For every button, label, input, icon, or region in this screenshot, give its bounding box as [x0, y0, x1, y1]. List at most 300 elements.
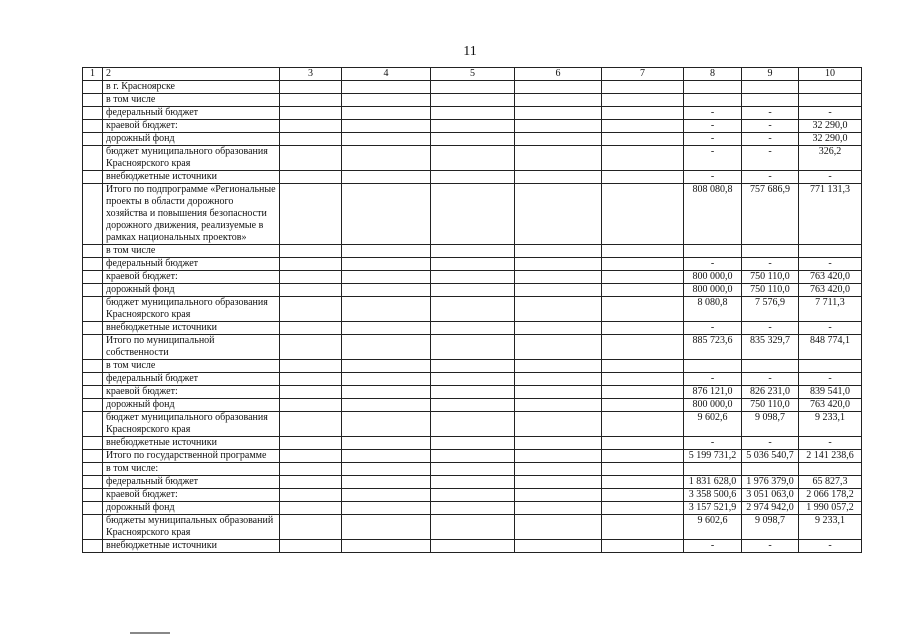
- row-name-cell: федеральный бюджет: [103, 373, 280, 386]
- empty-cell: [515, 476, 602, 489]
- value-cell-col9: 9 098,7: [742, 412, 799, 437]
- value-cell-col10: -: [799, 437, 862, 450]
- value-cell-col10: -: [799, 540, 862, 553]
- empty-cell: [83, 335, 103, 360]
- row-name-cell: федеральный бюджет: [103, 258, 280, 271]
- footer-mark: [130, 632, 170, 634]
- value-cell-col10: -: [799, 373, 862, 386]
- empty-cell: [280, 540, 342, 553]
- empty-cell: [431, 476, 515, 489]
- value-cell-col9: -: [742, 322, 799, 335]
- value-cell-col10: -: [799, 322, 862, 335]
- empty-cell: [342, 360, 431, 373]
- table-row: [83, 171, 862, 184]
- empty-cell: [280, 373, 342, 386]
- row-name-cell: в том числе: [103, 94, 280, 107]
- empty-cell: [342, 146, 431, 171]
- empty-cell: [280, 284, 342, 297]
- empty-cell: [83, 171, 103, 184]
- empty-cell: [280, 171, 342, 184]
- value-cell-col9: -: [742, 120, 799, 133]
- empty-cell: [342, 171, 431, 184]
- empty-cell: [431, 450, 515, 463]
- value-cell-col10: 9 233,1: [799, 515, 862, 540]
- empty-cell: [515, 171, 602, 184]
- empty-cell: [431, 386, 515, 399]
- value-cell-col8: 800 000,0: [684, 399, 742, 412]
- empty-cell: [342, 412, 431, 437]
- empty-cell: [83, 107, 103, 120]
- empty-cell: [431, 297, 515, 322]
- empty-cell: [515, 271, 602, 284]
- value-cell-col10: 763 420,0: [799, 284, 862, 297]
- empty-cell: [280, 476, 342, 489]
- empty-cell: [602, 271, 684, 284]
- empty-cell: [280, 271, 342, 284]
- value-cell-col8: -: [684, 171, 742, 184]
- value-cell-col8: 808 080,8: [684, 184, 742, 245]
- row-name-cell: внебюджетные источники: [103, 171, 280, 184]
- empty-cell: [280, 412, 342, 437]
- empty-cell: [280, 184, 342, 245]
- value-cell-col9: -: [742, 258, 799, 271]
- empty-cell: [602, 184, 684, 245]
- row-name-cell: дорожный фонд: [103, 284, 280, 297]
- empty-cell: [515, 146, 602, 171]
- column-header: 9: [742, 68, 799, 81]
- empty-cell: [342, 386, 431, 399]
- empty-cell: [602, 146, 684, 171]
- empty-cell: [431, 146, 515, 171]
- empty-cell: [515, 335, 602, 360]
- empty-cell: [515, 450, 602, 463]
- empty-cell: [602, 284, 684, 297]
- table-row: [83, 450, 862, 463]
- table-row: [83, 540, 862, 553]
- empty-cell: [342, 81, 431, 94]
- value-cell-col9: 750 110,0: [742, 399, 799, 412]
- value-cell-col9: -: [742, 133, 799, 146]
- row-name-cell: в том числе:: [103, 463, 280, 476]
- empty-cell: [280, 245, 342, 258]
- empty-cell: [515, 107, 602, 120]
- empty-cell: [83, 322, 103, 335]
- value-cell-col8: -: [684, 133, 742, 146]
- empty-cell: [342, 133, 431, 146]
- empty-cell: [280, 94, 342, 107]
- table-row: [83, 437, 862, 450]
- value-cell-col8: -: [684, 258, 742, 271]
- empty-cell: [515, 360, 602, 373]
- empty-cell: [515, 399, 602, 412]
- column-header: 1: [83, 68, 103, 81]
- empty-cell: [280, 515, 342, 540]
- empty-cell: [515, 373, 602, 386]
- value-cell-col8: 800 000,0: [684, 271, 742, 284]
- table-row: [83, 146, 862, 171]
- row-name-cell: краевой бюджет:: [103, 386, 280, 399]
- table-row: [83, 107, 862, 120]
- value-cell-col8: 3 157 521,9: [684, 502, 742, 515]
- value-cell-col10: 32 290,0: [799, 120, 862, 133]
- row-name-cell: дорожный фонд: [103, 399, 280, 412]
- empty-cell: [83, 184, 103, 245]
- empty-cell: [342, 284, 431, 297]
- value-cell-col9: 826 231,0: [742, 386, 799, 399]
- value-cell-col10: 763 420,0: [799, 271, 862, 284]
- empty-cell: [83, 284, 103, 297]
- empty-cell: [342, 489, 431, 502]
- value-cell-col9: -: [742, 171, 799, 184]
- empty-cell: [342, 463, 431, 476]
- empty-cell: [431, 489, 515, 502]
- empty-cell: [602, 245, 684, 258]
- row-name-cell: бюджет муниципального образования Красноярского края: [103, 146, 280, 171]
- value-cell-col8: 800 000,0: [684, 284, 742, 297]
- value-cell-col10: -: [799, 258, 862, 271]
- empty-cell: [280, 437, 342, 450]
- empty-cell: [83, 437, 103, 450]
- table-row: [83, 120, 862, 133]
- value-cell-col8: -: [684, 120, 742, 133]
- empty-cell: [431, 133, 515, 146]
- empty-cell: [602, 297, 684, 322]
- empty-cell: [602, 335, 684, 360]
- empty-cell: [280, 146, 342, 171]
- empty-cell: [342, 258, 431, 271]
- empty-cell: [342, 322, 431, 335]
- empty-cell: [431, 335, 515, 360]
- empty-cell: [83, 94, 103, 107]
- empty-cell: [280, 386, 342, 399]
- value-cell-col9: -: [742, 373, 799, 386]
- empty-cell: [431, 399, 515, 412]
- value-cell-col9: 750 110,0: [742, 284, 799, 297]
- column-number-row: [83, 68, 862, 81]
- value-cell-col10: [799, 463, 862, 476]
- empty-cell: [431, 540, 515, 553]
- empty-cell: [83, 297, 103, 322]
- empty-cell: [342, 437, 431, 450]
- empty-cell: [342, 94, 431, 107]
- row-name-cell: федеральный бюджет: [103, 476, 280, 489]
- row-name-cell: краевой бюджет:: [103, 271, 280, 284]
- row-name-cell: дорожный фонд: [103, 133, 280, 146]
- empty-cell: [431, 107, 515, 120]
- empty-cell: [602, 81, 684, 94]
- row-name-cell: в г. Красноярске: [103, 81, 280, 94]
- row-name-cell: внебюджетные источники: [103, 540, 280, 553]
- value-cell-col8: 8 080,8: [684, 297, 742, 322]
- empty-cell: [431, 120, 515, 133]
- empty-cell: [342, 399, 431, 412]
- empty-cell: [83, 386, 103, 399]
- empty-cell: [342, 271, 431, 284]
- empty-cell: [83, 463, 103, 476]
- value-cell-col10: [799, 245, 862, 258]
- value-cell-col10: 326,2: [799, 146, 862, 171]
- empty-cell: [602, 133, 684, 146]
- empty-cell: [280, 120, 342, 133]
- empty-cell: [83, 133, 103, 146]
- table-row: [83, 373, 862, 386]
- value-cell-col8: -: [684, 540, 742, 553]
- value-cell-col8: 1 831 628,0: [684, 476, 742, 489]
- empty-cell: [83, 515, 103, 540]
- column-header: 10: [799, 68, 862, 81]
- empty-cell: [342, 335, 431, 360]
- table-row: [83, 284, 862, 297]
- empty-cell: [602, 515, 684, 540]
- empty-cell: [602, 373, 684, 386]
- value-cell-col10: 2 066 178,2: [799, 489, 862, 502]
- empty-cell: [431, 322, 515, 335]
- page-number: 11: [463, 44, 477, 59]
- value-cell-col9: 3 051 063,0: [742, 489, 799, 502]
- empty-cell: [342, 297, 431, 322]
- empty-cell: [602, 322, 684, 335]
- value-cell-col10: 32 290,0: [799, 133, 862, 146]
- empty-cell: [83, 81, 103, 94]
- value-cell-col8: 876 121,0: [684, 386, 742, 399]
- table-row: [83, 258, 862, 271]
- value-cell-col8: 9 602,6: [684, 515, 742, 540]
- empty-cell: [515, 540, 602, 553]
- row-name-cell: внебюджетные источники: [103, 437, 280, 450]
- empty-cell: [515, 94, 602, 107]
- empty-cell: [83, 399, 103, 412]
- empty-cell: [342, 120, 431, 133]
- empty-cell: [280, 297, 342, 322]
- table-row: [83, 81, 862, 94]
- empty-cell: [83, 120, 103, 133]
- value-cell-col10: 1 990 057,2: [799, 502, 862, 515]
- empty-cell: [431, 284, 515, 297]
- empty-cell: [83, 502, 103, 515]
- empty-cell: [602, 437, 684, 450]
- value-cell-col10: 7 711,3: [799, 297, 862, 322]
- row-name-cell: в том числе: [103, 360, 280, 373]
- empty-cell: [280, 107, 342, 120]
- table-row: [83, 322, 862, 335]
- value-cell-col9: [742, 463, 799, 476]
- row-name-cell: федеральный бюджет: [103, 107, 280, 120]
- empty-cell: [280, 489, 342, 502]
- value-cell-col9: -: [742, 107, 799, 120]
- empty-cell: [431, 258, 515, 271]
- empty-cell: [515, 489, 602, 502]
- empty-cell: [431, 245, 515, 258]
- value-cell-col10: [799, 360, 862, 373]
- empty-cell: [515, 502, 602, 515]
- empty-cell: [280, 335, 342, 360]
- value-cell-col9: 9 098,7: [742, 515, 799, 540]
- value-cell-col10: 848 774,1: [799, 335, 862, 360]
- value-cell-col10: -: [799, 171, 862, 184]
- row-name-cell: бюджеты муниципальных образований Красноярского края: [103, 515, 280, 540]
- empty-cell: [83, 476, 103, 489]
- table-row: [83, 360, 862, 373]
- empty-cell: [83, 540, 103, 553]
- value-cell-col9: -: [742, 146, 799, 171]
- empty-cell: [602, 258, 684, 271]
- empty-cell: [342, 502, 431, 515]
- empty-cell: [280, 450, 342, 463]
- table-row: [83, 386, 862, 399]
- value-cell-col8: 885 723,6: [684, 335, 742, 360]
- row-name-cell: краевой бюджет:: [103, 489, 280, 502]
- table-row: [83, 245, 862, 258]
- value-cell-col10: 65 827,3: [799, 476, 862, 489]
- empty-cell: [602, 463, 684, 476]
- empty-cell: [280, 258, 342, 271]
- row-name-cell: Итого по муниципальной собственности: [103, 335, 280, 360]
- empty-cell: [602, 540, 684, 553]
- row-name-cell: Итого по подпрограмме «Региональные проекты в области дорожного хозяйства и повышения безопасности дорожного движения, реализуемые в рамках национальных проектов»: [103, 184, 280, 245]
- value-cell-col9: 750 110,0: [742, 271, 799, 284]
- value-cell-col8: [684, 360, 742, 373]
- table-row: [83, 184, 862, 245]
- column-header: 3: [280, 68, 342, 81]
- value-cell-col8: [684, 245, 742, 258]
- empty-cell: [83, 412, 103, 437]
- empty-cell: [515, 133, 602, 146]
- value-cell-col10: -: [799, 107, 862, 120]
- empty-cell: [431, 271, 515, 284]
- table-row: [83, 412, 862, 437]
- empty-cell: [602, 412, 684, 437]
- empty-cell: [431, 171, 515, 184]
- value-cell-col9: [742, 360, 799, 373]
- value-cell-col8: 9 602,6: [684, 412, 742, 437]
- value-cell-col8: -: [684, 437, 742, 450]
- table-body: [83, 81, 862, 553]
- empty-cell: [602, 94, 684, 107]
- empty-cell: [515, 322, 602, 335]
- empty-cell: [83, 258, 103, 271]
- column-header: 8: [684, 68, 742, 81]
- table-row: [83, 335, 862, 360]
- empty-cell: [602, 502, 684, 515]
- table-row: [83, 463, 862, 476]
- empty-cell: [431, 463, 515, 476]
- value-cell-col9: [742, 245, 799, 258]
- row-name-cell: бюджет муниципального образования Красноярского края: [103, 297, 280, 322]
- table-row: [83, 399, 862, 412]
- value-cell-col9: [742, 81, 799, 94]
- value-cell-col10: 839 541,0: [799, 386, 862, 399]
- empty-cell: [431, 184, 515, 245]
- empty-cell: [602, 489, 684, 502]
- empty-cell: [280, 399, 342, 412]
- table-row: [83, 297, 862, 322]
- empty-cell: [280, 360, 342, 373]
- row-name-cell: Итого по государственной программе: [103, 450, 280, 463]
- table-row: [83, 515, 862, 540]
- empty-cell: [515, 258, 602, 271]
- value-cell-col8: -: [684, 322, 742, 335]
- value-cell-col10: 771 131,3: [799, 184, 862, 245]
- empty-cell: [431, 373, 515, 386]
- table-row: [83, 133, 862, 146]
- row-name-cell: в том числе: [103, 245, 280, 258]
- empty-cell: [342, 450, 431, 463]
- empty-cell: [515, 284, 602, 297]
- empty-cell: [342, 107, 431, 120]
- empty-cell: [515, 297, 602, 322]
- table-row: [83, 94, 862, 107]
- table-row: [83, 502, 862, 515]
- empty-cell: [280, 463, 342, 476]
- empty-cell: [602, 386, 684, 399]
- table-row: [83, 489, 862, 502]
- empty-cell: [602, 360, 684, 373]
- empty-cell: [342, 184, 431, 245]
- value-cell-col8: 3 358 500,6: [684, 489, 742, 502]
- value-cell-col9: 2 974 942,0: [742, 502, 799, 515]
- table-row: [83, 476, 862, 489]
- empty-cell: [602, 120, 684, 133]
- empty-cell: [280, 322, 342, 335]
- empty-cell: [431, 515, 515, 540]
- value-cell-col10: 763 420,0: [799, 399, 862, 412]
- empty-cell: [342, 515, 431, 540]
- empty-cell: [342, 373, 431, 386]
- value-cell-col8: 5 199 731,2: [684, 450, 742, 463]
- empty-cell: [83, 245, 103, 258]
- column-header: 7: [602, 68, 684, 81]
- value-cell-col8: [684, 94, 742, 107]
- value-cell-col9: 757 686,9: [742, 184, 799, 245]
- budget-table: [82, 67, 862, 553]
- value-cell-col10: 2 141 238,6: [799, 450, 862, 463]
- empty-cell: [280, 133, 342, 146]
- value-cell-col9: 5 036 540,7: [742, 450, 799, 463]
- empty-cell: [515, 245, 602, 258]
- empty-cell: [280, 502, 342, 515]
- value-cell-col8: -: [684, 146, 742, 171]
- empty-cell: [280, 81, 342, 94]
- empty-cell: [431, 502, 515, 515]
- empty-cell: [342, 540, 431, 553]
- empty-cell: [602, 450, 684, 463]
- value-cell-col10: [799, 81, 862, 94]
- value-cell-col9: 7 576,9: [742, 297, 799, 322]
- empty-cell: [515, 412, 602, 437]
- empty-cell: [431, 412, 515, 437]
- value-cell-col10: [799, 94, 862, 107]
- value-cell-col9: 1 976 379,0: [742, 476, 799, 489]
- empty-cell: [342, 245, 431, 258]
- empty-cell: [431, 81, 515, 94]
- value-cell-col8: -: [684, 373, 742, 386]
- empty-cell: [83, 373, 103, 386]
- empty-cell: [431, 360, 515, 373]
- value-cell-col8: -: [684, 107, 742, 120]
- value-cell-col10: 9 233,1: [799, 412, 862, 437]
- empty-cell: [515, 81, 602, 94]
- row-name-cell: дорожный фонд: [103, 502, 280, 515]
- empty-cell: [515, 386, 602, 399]
- row-name-cell: краевой бюджет:: [103, 120, 280, 133]
- value-cell-col8: [684, 463, 742, 476]
- empty-cell: [602, 476, 684, 489]
- value-cell-col9: -: [742, 540, 799, 553]
- empty-cell: [602, 107, 684, 120]
- empty-cell: [342, 476, 431, 489]
- empty-cell: [515, 463, 602, 476]
- empty-cell: [515, 515, 602, 540]
